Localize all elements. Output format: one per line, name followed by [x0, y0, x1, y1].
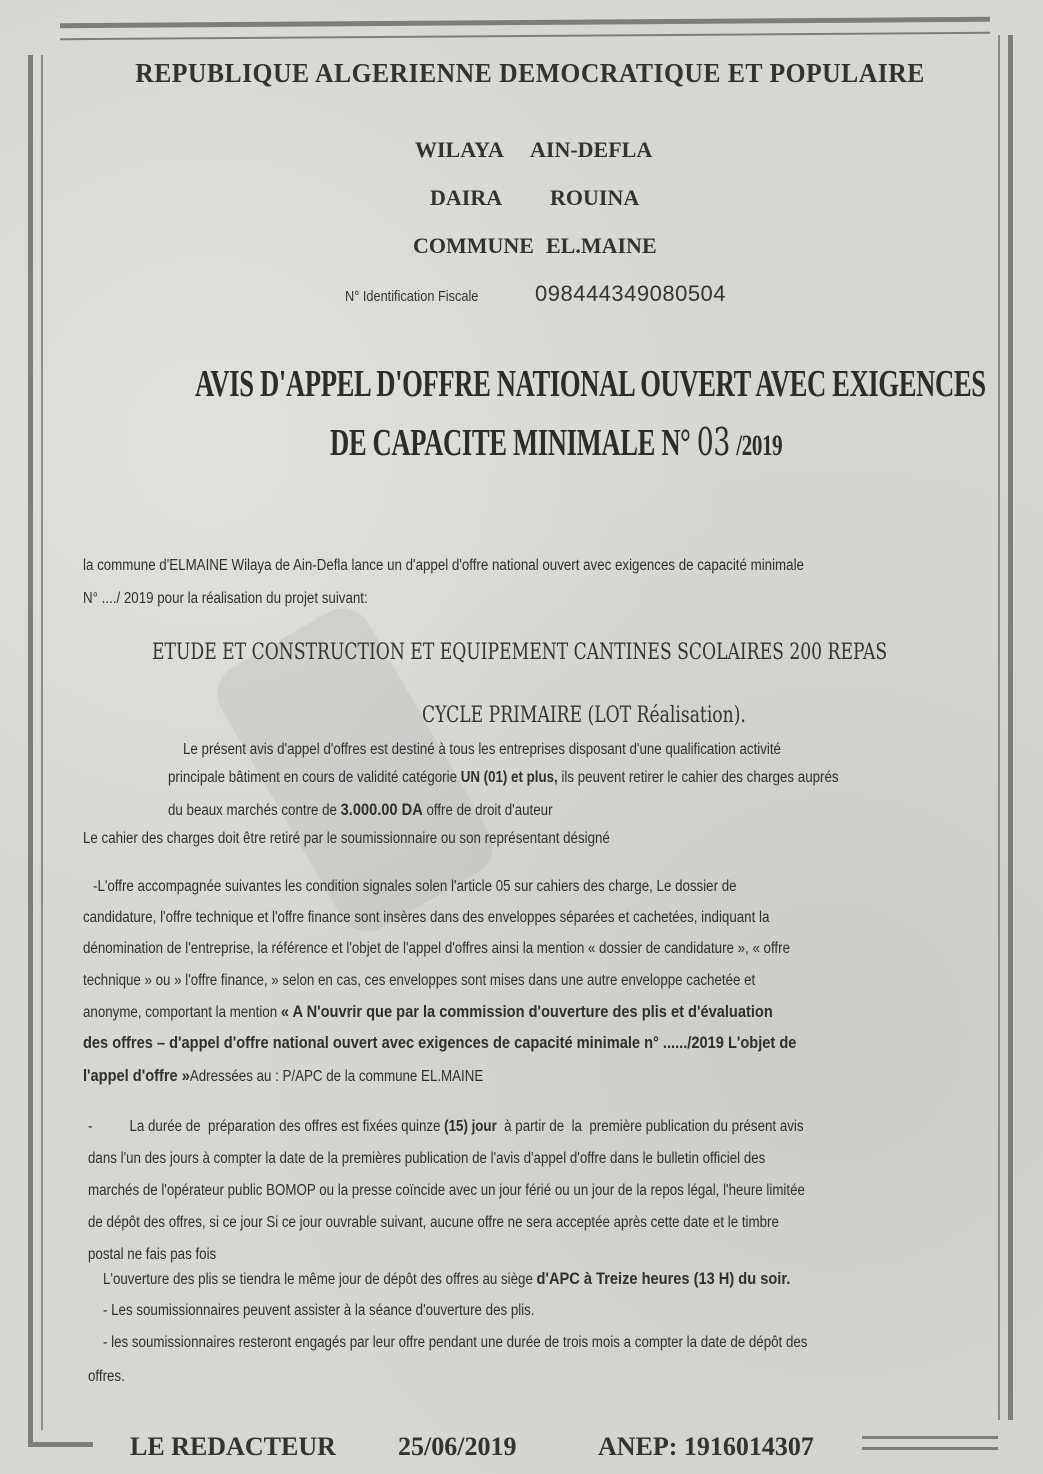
p2-line4: technique » ou » l'offre finance, » selon en cas, ces enveloppes sont mises dans une autre enveloppe cachetée et [83, 972, 756, 989]
p1-line3-tail: offre de droit d'auteur [422, 802, 553, 819]
p4-line4: offres. [88, 1368, 125, 1385]
category-bold: UN (01) et plus, [460, 769, 558, 786]
republic-heading: REPUBLIQUE ALGERIENNE DEMOCRATIQUE ET POPULAIRE [135, 58, 925, 88]
p1-line4: Le cahier des charges doit être retiré par le soumissionnaire ou son représentant désigné [83, 830, 610, 847]
p3-line1-text: - La durée de préparation des offres est fixées quinze [88, 1118, 445, 1135]
p1-line3-text: du beaux marchés contre de [168, 802, 341, 819]
border-frame-bottom-left [28, 1418, 93, 1447]
p4-line3: - les soumissionnaires resteront engagés par leur offre pendant une durée de trois mois a compter la date de dépôt des [103, 1334, 808, 1351]
p3-line5: postal ne fais pas fois [88, 1246, 217, 1263]
daira-value: ROUINA [550, 185, 640, 210]
intro-line1: la commune d'ELMAINE Wilaya de Ain-Defla lance un d'appel d'offre national ouvert avec exigences de capacité minimale [83, 557, 804, 574]
p2-line7-bold: l'appel d'offre » [83, 1066, 190, 1085]
border-frame-left [28, 55, 43, 1430]
p1-line2-tail: ils peuvent retirer le cahier des charges auprés [557, 769, 839, 786]
p2-line1: -L'offre accompagnée suivantes les condition signales solen l'article 05 sur cahiers des charge, Le dossier de [93, 878, 737, 895]
commune-label: COMMUNE [413, 233, 534, 258]
mention-bold: « A N'ouvrir que par la commission d'ouverture des plis et d'évaluation [280, 1002, 773, 1021]
border-frame-top [60, 17, 990, 40]
p1-line2 [168, 769, 839, 787]
opening-time-bold: d'APC à Treize heures (13 H) du soir. [536, 1269, 791, 1288]
p2-line7 [83, 1066, 483, 1086]
p3-line1-tail: à partir de la première publication du présent avis [496, 1118, 804, 1135]
price-amount: 3.000.00 DA [340, 800, 423, 819]
project-title-line2: CYCLE PRIMAIRE (LOT Réalisation). [422, 703, 746, 728]
border-frame-bottom-right [862, 1436, 998, 1450]
p3-line2: dans l'un des jours à compter la date de la premières publication de l'avis d'appel d'offre dans le bulletin officiel des [88, 1150, 766, 1167]
p3-line4: de dépôt des offres, si ce jour Si ce jour ouvrable suivant, aucune offre ne sera acceptée après cette date et le timbre [88, 1214, 779, 1231]
p2-line5-text: anonyme, comportant la mention [83, 1004, 281, 1021]
commune-value: EL.MAINE [546, 233, 657, 258]
title-number: 03 [696, 420, 730, 464]
footer-anep: ANEP: 1916014307 [598, 1432, 814, 1461]
p2-line6: des offres – d'appel d'offre national ouvert avec exigences de capacité minimale n° ....../2019 L'objet de [83, 1033, 797, 1052]
footer-date: 25/06/2019 [398, 1432, 517, 1461]
fiscal-id [345, 281, 727, 306]
address: Adressées au : P/APC de la commune EL.MAINE [189, 1068, 484, 1085]
p2-line2: candidature, l'offre technique et l'offre finance sont insères dans des enveloppes séparées et cachetées, indiquant la [83, 909, 770, 926]
wilaya-value: AIN-DEFLA [530, 137, 653, 162]
title-prefix: DE CAPACITE MINIMALE N° [330, 422, 691, 464]
p1-line2-text: principale bâtiment en cours de validité catégorie [168, 769, 461, 786]
project-title-line1: ETUDE ET CONSTRUCTION ET EQUIPEMENT CANTINES SCOLAIRES 200 REPAS [152, 640, 888, 665]
p1-line3 [168, 800, 553, 820]
p2-line5 [83, 1002, 773, 1022]
title-year: /2019 [736, 429, 783, 462]
p4-line1 [103, 1269, 790, 1289]
notice-title-line1: AVIS D'APPEL D'OFFRE NATIONAL OUVERT AVEC EXIGENCES [195, 363, 986, 405]
intro-line2: N° ..../ 2019 pour la réalisation du projet suivant: [83, 590, 368, 607]
daira-label: DAIRA [430, 185, 503, 210]
fiscal-label: N° Identification Fiscale [345, 288, 479, 305]
notice-title-line2 [330, 420, 782, 465]
p2-line3: dénomination de l'entreprise, la référence et l'objet de l'appel d'offres ainsi la mention « dossier de candidature », « offre [83, 940, 791, 957]
fiscal-number: 098444349080504 [535, 281, 727, 306]
p3-line1 [88, 1118, 804, 1136]
border-frame-right [998, 35, 1013, 1420]
p4-line2: - Les soumissionnaires peuvent assister à la séance d'ouverture des plis. [103, 1302, 535, 1319]
p3-line3: marchés de l'opérateur public BOMOP ou la presse coïncide avec un jour férié ou un jour de la repos légal, l'heure limitée [88, 1182, 805, 1199]
wilaya-label: WILAYA [415, 137, 504, 162]
p1-line1: Le présent avis d'appel d'offres est destiné à tous les entreprises disposant d'une qualification activité [183, 741, 781, 758]
p4-line1-text: L'ouverture des plis se tiendra le même jour de dépôt des offres au siège [103, 1271, 537, 1288]
footer-redacteur: LE REDACTEUR [130, 1432, 336, 1461]
duration-bold: (15) jour [444, 1118, 497, 1135]
